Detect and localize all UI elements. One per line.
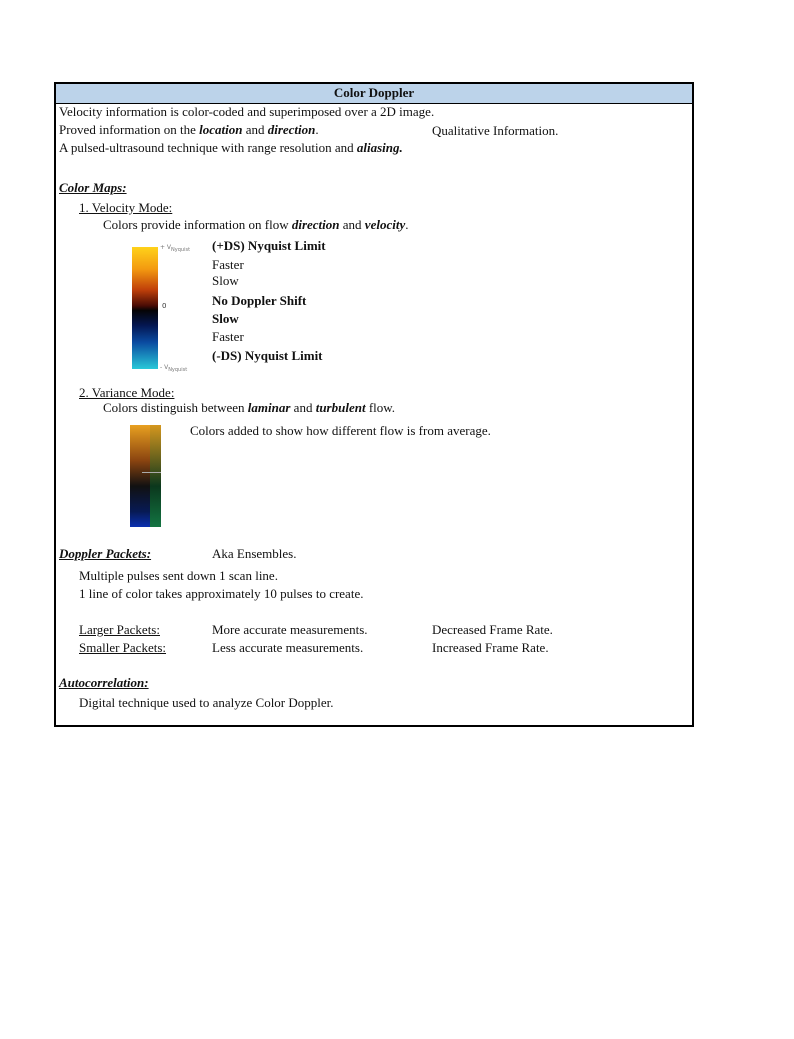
legend-slow-pos: Slow — [212, 273, 239, 288]
smaller-packets-accuracy: Less accurate measurements. — [212, 640, 364, 655]
legend-no-shift: No Doppler Shift — [212, 293, 307, 308]
larger-packets-accuracy: More accurate measurements. — [212, 622, 368, 637]
variance-color-map-overlay — [150, 425, 161, 527]
color-doppler-sheet — [54, 82, 694, 727]
larger-packets-framerate: Decreased Frame Rate. — [432, 622, 553, 637]
autocorrelation-line: Digital technique used to analyze Color Doppler. — [79, 695, 334, 710]
variance-note: Colors added to show how different flow is from average. — [190, 423, 491, 438]
legend-faster-pos: Faster — [212, 257, 244, 272]
doppler-packets-aka: Aka Ensembles. — [212, 546, 297, 561]
intro-line-2: Proved information on the location and direction. — [59, 122, 319, 137]
legend-neg-nyquist: (-DS) Nyquist Limit — [212, 348, 323, 363]
legend-faster-neg: Faster — [212, 329, 244, 344]
larger-packets-label: Larger Packets: — [79, 622, 160, 637]
doppler-packets-heading: Doppler Packets: — [59, 546, 152, 561]
scale-bottom-label: - $V_{Nyquist}$ — [160, 364, 188, 374]
scale-top-label: + $V_{Nyquist}$ — [160, 244, 191, 254]
legend-slow-neg: Slow — [212, 311, 239, 326]
velocity-color-bar — [132, 247, 158, 369]
color-maps-heading: Color Maps: — [59, 180, 127, 195]
variance-mode-desc: Colors distinguish between laminar and turbulent flow. — [103, 400, 396, 415]
velocity-mode-desc: Colors provide information on flow direction and velocity. — [103, 217, 409, 232]
variance-map-marker — [142, 472, 161, 473]
variance-mode-label: 2. Variance Mode: — [79, 385, 175, 400]
velocity-mode-label: 1. Velocity Mode: — [79, 200, 173, 215]
sheet-title: Color Doppler — [56, 84, 692, 104]
packets-line-1: Multiple pulses sent down 1 scan line. — [79, 568, 278, 583]
intro-line-3: A pulsed-ultrasound technique with range resolution and aliasing. — [59, 140, 403, 155]
qualitative-note: Qualitative Information. — [432, 123, 559, 138]
smaller-packets-framerate: Increased Frame Rate. — [432, 640, 549, 655]
scale-zero-label: 0 — [162, 302, 167, 310]
legend-pos-nyquist: (+DS) Nyquist Limit — [212, 238, 326, 253]
packets-line-2: 1 line of color takes approximately 10 pulses to create. — [79, 586, 364, 601]
intro-line-1: Velocity information is color-coded and superimposed over a 2D image. — [59, 104, 435, 119]
autocorrelation-heading: Autocorrelation: — [59, 675, 149, 690]
smaller-packets-label: Smaller Packets: — [79, 640, 167, 655]
